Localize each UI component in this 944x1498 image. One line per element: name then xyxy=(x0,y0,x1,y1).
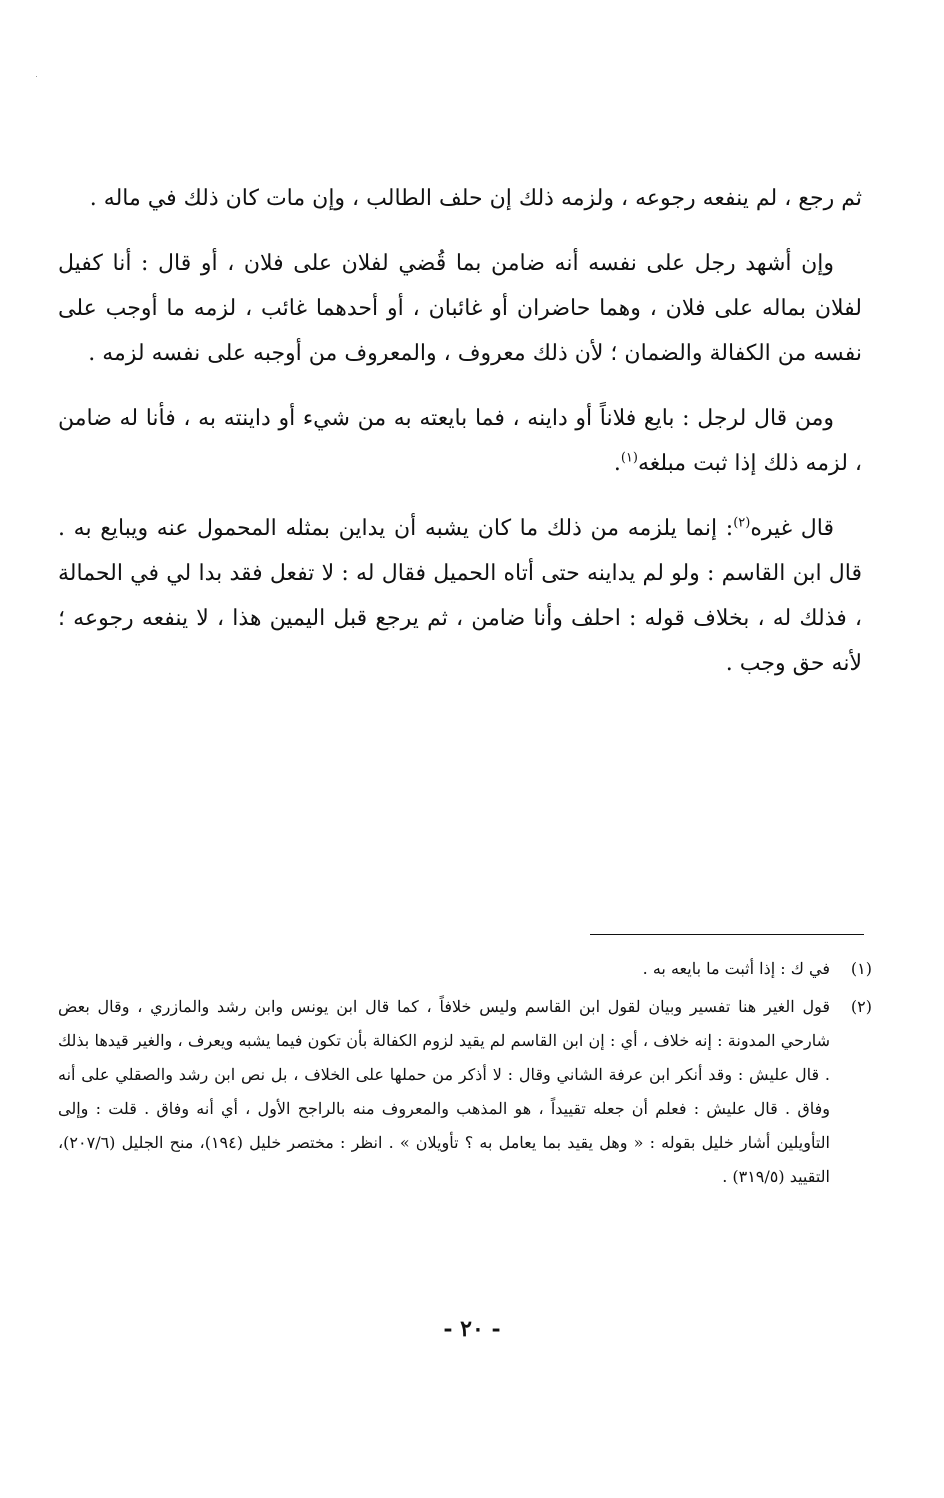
footnote-2 xyxy=(58,990,872,1194)
paragraph-3-text: ومن قال لرجل : بايع فلاناً أو داينه ، فما بايعته به من شيء أو داينته به ، فأنا له ضامن ، لزمه ذلك إذا ثبت مبلغه xyxy=(58,406,862,476)
paragraph-4-text: : إنما يلزمه من ذلك ما كان يشبه أن يداين بمثله المحمول عنه ويبايع به . قال ابن القاسم : ولو لم يداينه حتى أتاه الحميل فقال له : لا تفعل فقد بدا لي في الحمالة ، فذلك له ، بخلاف قوله : احلف وأنا ضامن ، ثم يرجع قبل اليمين هذا ، لا ينفعه رجوعه ؛ لأنه حق وجب . xyxy=(58,516,862,676)
footnotes xyxy=(58,952,872,1198)
paragraph-3-end: . xyxy=(613,451,621,476)
footnote-text: في ك : إذا أثبت ما بايعه به . xyxy=(642,959,830,978)
footnote-ref-2: (٢) xyxy=(733,515,751,531)
paragraph-1: ثم رجع ، لم ينفعه رجوعه ، ولزمه ذلك إن حلف الطالب ، وإن مات كان ذلك في ماله . xyxy=(89,186,862,211)
footnote-1 xyxy=(58,952,872,986)
footnote-text: قول الغير هنا تفسير وبيان لقول ابن القاسم وليس خلافاً ، كما قال ابن يونس وابن رشد والمازري ، وقال بعض شارحي المدونة : إنه خلاف ، أي : إن ابن القاسم لم يقيد لزوم الكفالة بأن تكون فيما يشبه ويعرف ، والغير قيدها بذلك . قال عليش : وقد أنكر ابن عرفة الشاني وقال : لا أذكر من حملها على الخلاف ، بل نص ابن رشد والصقلي على أنه وفاق . قال عليش : فعلم أن جعله تقييداً ، هو المذهب والمعروف منه بالراجح الأول ، أي أنه وفاق . قلت : وإلى التأويلين أشار خليل بقوله : « وهل يقيد بما يعامل به ؟ تأويلان » . انظر : مختصر خليل (١٩٤)، منح الجليل (٢٠٧/٦)، التقييد (٣١٩/٥) . xyxy=(58,997,830,1186)
page-body xyxy=(58,176,862,706)
scan-speck xyxy=(36,76,37,77)
paragraph-4-start: قال غيره xyxy=(750,516,834,541)
paragraph-2: وإن أشهد رجل على نفسه أنه ضامن بما قُضي لفلان على فلان ، أو قال : أنا كفيل لفلان بماله على فلان ، وهما حاضران أو غائبان ، أو أحدهما غائب ، لزمه ما أوجب على نفسه من الكفالة والضمان ؛ لأن ذلك معروف ، والمعروف من أوجبه على نفسه لزمه . xyxy=(58,251,862,366)
paragraph-3 xyxy=(58,396,862,486)
footnote-number: (١) xyxy=(850,959,872,978)
footnote-number: (٢) xyxy=(850,997,872,1016)
main-text xyxy=(58,176,862,686)
paragraph-4 xyxy=(58,506,862,686)
page-number: - ٢٠ - xyxy=(443,1316,501,1342)
footnote-ref-1: (١) xyxy=(620,450,638,466)
footnote-divider xyxy=(590,934,864,935)
